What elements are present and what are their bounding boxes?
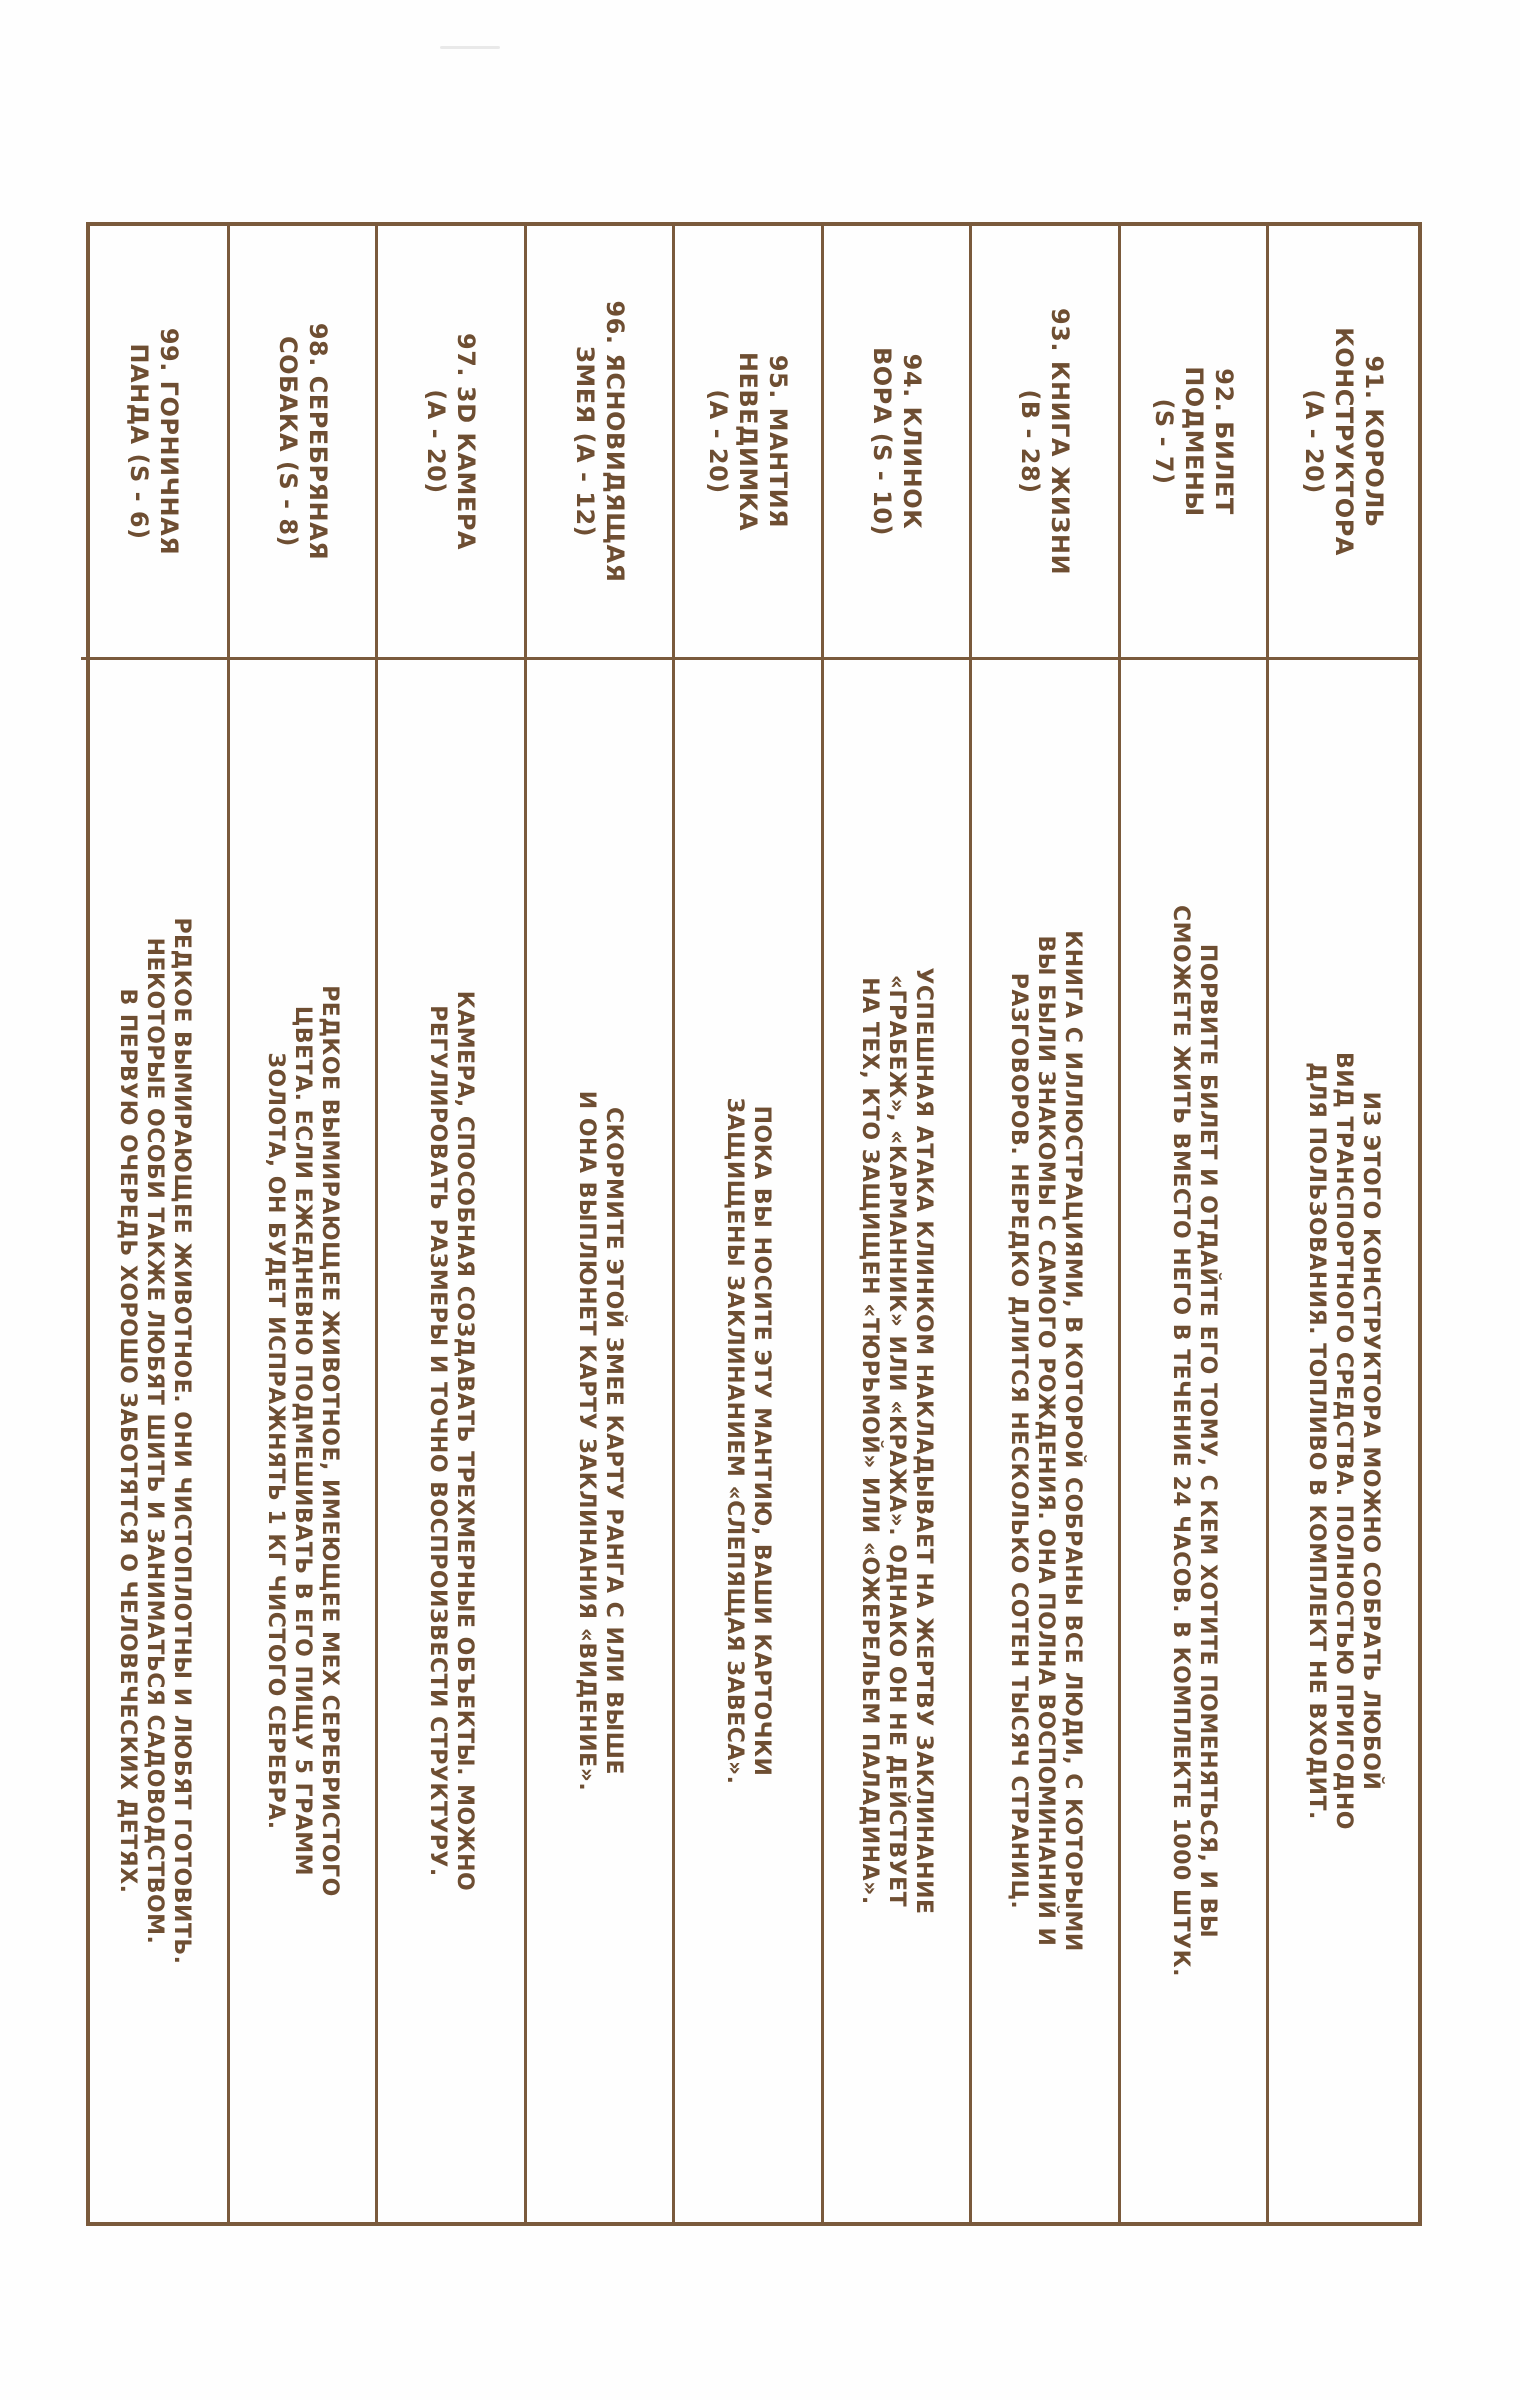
- card-name-cell: [379, 226, 525, 660]
- card-name-cell: [82, 226, 228, 660]
- card-description-cell: [527, 660, 673, 2222]
- table-row: [82, 226, 231, 2222]
- table-row: [1121, 226, 1270, 2222]
- table-row: [676, 226, 825, 2222]
- card-description-cell: [82, 660, 228, 2222]
- card-description-cell: [1121, 660, 1267, 2222]
- table-row: [527, 226, 676, 2222]
- card-table-wrapper: [86, 222, 1422, 2226]
- card-name-cell: [527, 226, 673, 660]
- card-name-cell: [1270, 226, 1419, 660]
- table-row: [379, 226, 528, 2222]
- card-name-cell: [973, 226, 1119, 660]
- card-description-cell: [676, 660, 822, 2222]
- card-description: ПОРВИТЕ БИЛЕТ И ОТДАЙТЕ ЕГО ТОМУ, С КЕМ ХОТИТЕ ПОМЕНЯТЬСЯ, И ВЫ СМОЖЕТЕ ЖИТЬ ВМЕСТО НЕГО В ТЕЧЕНИЕ 24 ЧАСОВ. В КОМПЛЕКТЕ 1000 ШТУК.: [1167, 905, 1220, 1977]
- card-name: 98. СЕРЕБРЯНАЯ СОБАКА (S - 8): [273, 322, 332, 561]
- card-name: 93. КНИГА ЖИЗНИ (B - 28): [1016, 307, 1075, 576]
- scan-mark: [440, 46, 500, 49]
- card-description-cell: [973, 660, 1119, 2222]
- table-row: [230, 226, 379, 2222]
- card-name: 91. КОРОЛЬ КОНСТРУКТОРА (A - 20): [1299, 327, 1388, 556]
- card-description: ПОКА ВЫ НОСИТЕ ЭТУ МАНТИЮ, ВАШИ КАРТОЧКИ ЗАЩИЩЕНЫ ЗАКЛИНАНИЕМ «СЛЕПЯЩАЯ ЗАВЕСА».: [722, 1097, 775, 1785]
- card-description: РЕДКОЕ ВЫМИРАЮЩЕЕ ЖИВОТНОЕ, ИМЕЮЩЕЕ МЕХ СЕРЕБРИСТОГО ЦВЕТА. ЕСЛИ ЕЖЕДНЕВНО ПОДМЕШИВАТЬ В ЕГО ПИЩУ 5 ГРАММ ЗОЛОТА, ОН БУДЕТ ИСПРАЖНЯТЬ 1 КГ ЧИСТОГО СЕРЕБРА.: [263, 985, 343, 1897]
- table-row: [1270, 226, 1419, 2222]
- card-description-cell: [379, 660, 525, 2222]
- table-row: [824, 226, 973, 2222]
- card-name-cell: [230, 226, 376, 660]
- card-description: РЕДКОЕ ВЫМИРАЮЩЕЕ ЖИВОТНОЕ. ОНИ ЧИСТОПЛОТНЫ И ЛЮБЯТ ГОТОВИТЬ. НЕКОТОРЫЕ ОСОБИ ТАКЖЕ ЛЮБЯТ ШИТЬ И ЗАНИМАТЬСЯ САДОВОДСТВОМ. В ПЕРВУЮ ОЧЕРЕДЬ ХОРОШО ЗАБОТЯТСЯ О ЧЕЛОВЕЧЕСКИХ ДЕТЯХ.: [114, 917, 194, 1965]
- card-description-cell: [1270, 660, 1419, 2222]
- card-name: 96. ЯСНОВИДЯЩАЯ ЗМЕЯ (A - 12): [570, 300, 629, 583]
- card-description: КНИГА С ИЛЛЮСТРАЦИЯМИ, В КОТОРОЙ СОБРАНЫ ВСЕ ЛЮДИ, С КОТОРЫМИ ВЫ БЫЛИ ЗНАКОМЫ С САМОГО РОЖДЕНИЯ. ОНА ПОЛНА ВОСПОМИНАНИЙ И РАЗГОВОРОВ. НЕРЕДКО ДЛИТСЯ НЕСКОЛЬКО СОТЕН ТЫСЯЧ СТРАНИЦ.: [1005, 930, 1085, 1952]
- table-row: [973, 226, 1122, 2222]
- card-description: ИЗ ЭТОГО КОНСТРУКТОРА МОЖНО СОБРАТЬ ЛЮБОЙ ВИД ТРАНСПОРТНОГО СРЕДСТВА. ПОЛНОСТЬЮ ПРИГОДНО ДЛЯ ПОЛЬЗОВАНИЯ. ТОПЛИВО В КОМПЛЕКТ НЕ ВХОДИТ.: [1304, 1051, 1384, 1831]
- card-name: 97. 3D КАМЕРА (A - 20): [422, 333, 481, 550]
- card-table: [86, 222, 1422, 2226]
- card-description: КАМЕРА, СПОСОБНАЯ СОЗДАВАТЬ ТРЕХМЕРНЫЕ ОБЪЕКТЫ. МОЖНО РЕГУЛИРОВАТЬ РАЗМЕРЫ И ТОЧНО ВОСПРОИЗВЕСТИ СТРУКТУРУ.: [425, 990, 478, 1892]
- card-name-cell: [676, 226, 822, 660]
- card-name-cell: [1121, 226, 1267, 660]
- card-name-cell: [824, 226, 970, 660]
- card-description: СКОРМИТЕ ЭТОЙ ЗМЕЕ КАРТУ РАНГА C ИЛИ ВЫШЕ И ОНА ВЫПЛЮНЕТ КАРТУ ЗАКЛИНАНИЯ «ВИДЕНИЕ».: [573, 1090, 626, 1792]
- card-name: 94. КЛИНОК ВОРА (S - 10): [867, 346, 926, 536]
- card-name: 92. БИЛЕТ ПОДМЕНЫ (S - 7): [1149, 366, 1238, 517]
- card-description-cell: [824, 660, 970, 2222]
- card-description-cell: [230, 660, 376, 2222]
- card-description: УСПЕШНАЯ АТАКА КЛИНКОМ НАКЛАДЫВАЕТ НА ЖЕРТВУ ЗАКЛИНАНИЕ «ГРАБЕЖ», «КАРМАННИК» ИЛИ «КРАЖА». ОДНАКО ОН НЕ ДЕЙСТВУЕТ НА ТЕХ, КТО ЗАЩИЩЕН «ТЮРЬМОЙ» ИЛИ «ОЖЕРЕЛЬЕМ ПАЛАДИНА».: [857, 967, 937, 1915]
- card-name: 99. ГОРНИЧНАЯ ПАНДА (S - 6): [125, 327, 184, 556]
- card-name: 95. МАНТИЯ НЕВЕДИМКА (A - 20): [704, 351, 793, 532]
